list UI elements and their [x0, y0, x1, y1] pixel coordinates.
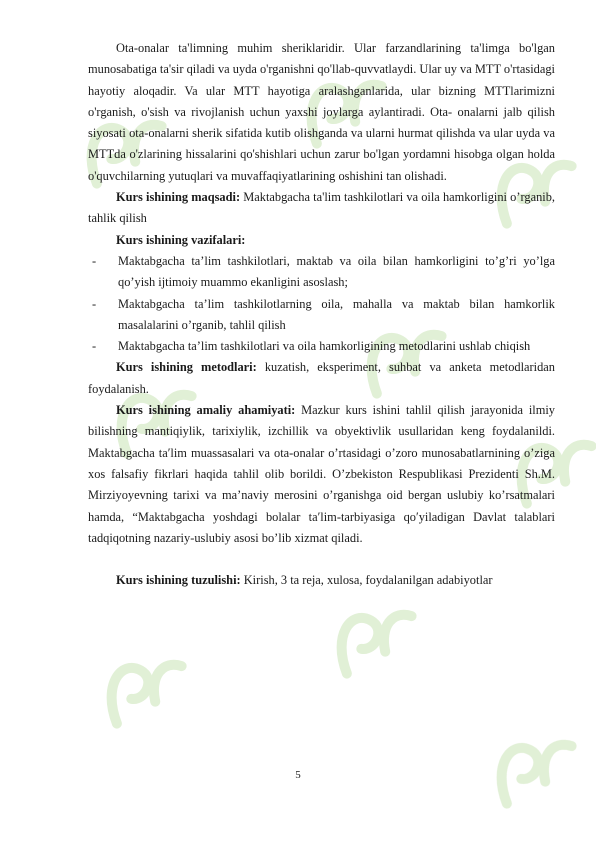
watermark-mark	[484, 721, 580, 806]
task-text: Maktabgacha ta’lim tashkilotlarning oila, mahalla va maktab bilan hamkorlik masalalarini o’rganib, tahlil qilish	[118, 296, 555, 332]
purpose-text: Maktabgacha ta'lim tashkilotlari va oila hamkorligini o’rganib, tahlik qilish	[88, 190, 555, 226]
intro-paragraph: Ota-onalar ta'limning muhim sheriklaridir. Ular farzandlarining ta'limga bo'lgan munosabatiga ta'sir qiladi va uyda o'rganishni qo'llab-quvvatlaydi. Ular uy va MTT o'rtasidagi hayotiy aloqadir. Va ular MTT hayotiga aralashganlarida, ular bizning MTTlarimizni o'rganish, o'sish va rivojlanish uchun yaxshi joylarga aylantiradi. Ota- onalarni jalb qilish siyosati ota-onalarni sherik sifatida kutib olishganda va ularni hurmat qilishda va ular uyda va MTTda o'zlarining hissalarini qo'shishlari uchun zarur bo'lgan yordamni hisobga olgan holda o'quvchilarning yutuqlari va muvaffaqiyatlarining oshishini tan olishadi.	[88, 41, 555, 183]
methods-text: kuzatish, eksperiment, suhbat va anketa metodlaridan foydalanish.	[88, 360, 555, 396]
structure-paragraph	[88, 570, 555, 591]
task-text: Maktabgacha ta’lim tashkilotlari, maktab va oila bilan hamkorligini to’g’ri yo’lga qo’yish ijtimoiy muammo ekanligini asoslash;	[118, 253, 555, 290]
list-item	[88, 336, 555, 357]
purpose-paragraph	[88, 187, 555, 230]
methods-label: Kurs ishining metodlari:	[116, 360, 257, 375]
tasks-list	[88, 251, 555, 357]
structure-text: Kirish, 3 ta reja, xulosa, foydalanilgan adabiyotlar	[240, 573, 493, 588]
list-item	[88, 251, 555, 294]
document-body	[88, 38, 555, 591]
tasks-heading: Kurs ishining vazifalari:	[116, 232, 246, 247]
methods-paragraph	[88, 357, 555, 400]
blank-line	[88, 549, 555, 570]
watermark-mark	[324, 591, 420, 676]
page-number: 5	[295, 769, 301, 781]
significance-paragraph	[88, 400, 555, 549]
significance-text: Mazkur kurs ishini tahlil qilish jarayonida ilmiy bilishning mantiqiylik, tarixiylik, izchillik va obyektivlik usullaridan keng foydalanildi. Maktabgacha taʹlim muassasalari va ota-onalar o’rtasidagi o’zoro munosabatlarnining o’ziga xos falsafiy fikrlari haqida tahlil olib borildi. O’zbekiston Respublikasi Prezidenti Sh.M. Mirziyoyevning tarixi va ma’naviy merosini o’rganishga oid bergan uslubiy ko’rsatmalari hamda, “Maktabgacha yoshdagi bolalar taʹlim-tarbiyasiga qoʹyiladigan Davlat talablari tadqiqotning nazariy-uslubiy asosi bo’lib xizmat qiladi.	[88, 403, 555, 545]
bullet-dash: -	[92, 296, 97, 311]
purpose-label: Kurs ishining maqsadi:	[116, 190, 241, 205]
significance-label: Kurs ishining amaliy ahamiyati:	[116, 403, 296, 418]
bullet-dash: -	[92, 339, 97, 354]
task-text: Maktabgacha ta’lim tashkilotlari va oila hamkorligining metodlarini ushlab chiqish	[118, 339, 531, 354]
structure-label: Kurs ishining tuzulishi:	[116, 573, 241, 588]
bullet-dash: -	[92, 253, 97, 268]
watermark-mark	[94, 641, 190, 726]
list-item	[88, 294, 555, 337]
